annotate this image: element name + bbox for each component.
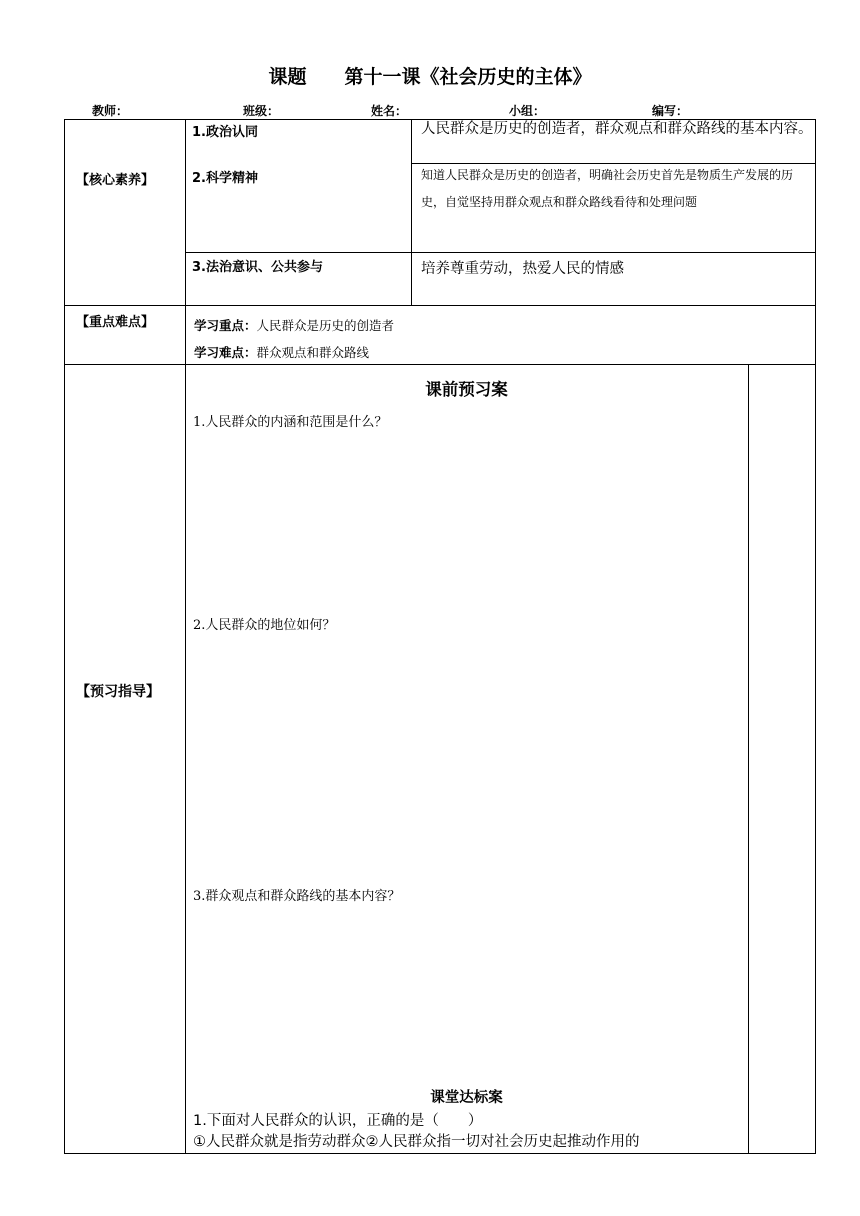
focus-text: 人民群众是历史的创造者: [256, 318, 395, 333]
core-item-2-label: 2.科学精神: [192, 171, 258, 186]
focus-label: 学习重点：: [194, 318, 257, 333]
preview-heading: 课前预习案: [425, 380, 508, 399]
preview-question-2: 2.人民群众的地位如何？: [193, 618, 336, 633]
difficulty-line: [194, 343, 369, 361]
core-section-label: 【核心素养】: [76, 173, 155, 188]
group-label: 小组：: [509, 104, 546, 118]
difficulty-label: 学习难点：: [194, 345, 257, 360]
title-text: 第十一课《社会历史的主体》: [344, 66, 592, 88]
core-item-3-label: 3.法治意识、公共参与: [192, 260, 323, 275]
difficulty-text: 群众观点和群众路线: [256, 345, 370, 360]
focus-line: [194, 316, 394, 334]
title-label: 课题: [268, 66, 307, 88]
key-section-label: 【重点难点】: [76, 315, 155, 330]
editor-label: 编写：: [652, 104, 689, 118]
preview-section-label: 【预习指导】: [76, 684, 160, 700]
class-heading: 课堂达标案: [430, 1090, 503, 1106]
core-item-3-text: 培养尊重劳动，热爱人民的情感: [421, 261, 624, 277]
class-question-1-options: ①人民群众就是指劳动群众②人民群众指一切对社会历史起推动作用的: [193, 1134, 640, 1150]
core-item-1-text: 人民群众是历史的创造者，群众观点和群众路线的基本内容。: [421, 121, 813, 137]
page-title: [0, 62, 860, 89]
name-label: 姓名：: [371, 104, 408, 118]
core-item-2-text: 知道人民群众是历史的创造者，明确社会历史首先是物质生产发展的历史，自觉坚持用群众观点和群众路线看待和处理问题: [421, 168, 794, 209]
preview-question-1: 1.人民群众的内涵和范围是什么？: [193, 415, 388, 430]
preview-question-3: 3.群众观点和群众路线的基本内容？: [193, 889, 401, 904]
class-question-1: 1.下面对人民群众的认识，正确的是（ ）: [193, 1113, 483, 1129]
core-item-1-label: 1.政治认同: [192, 125, 258, 140]
class-label: 班级：: [243, 104, 280, 118]
teacher-label: 教师：: [92, 104, 129, 118]
